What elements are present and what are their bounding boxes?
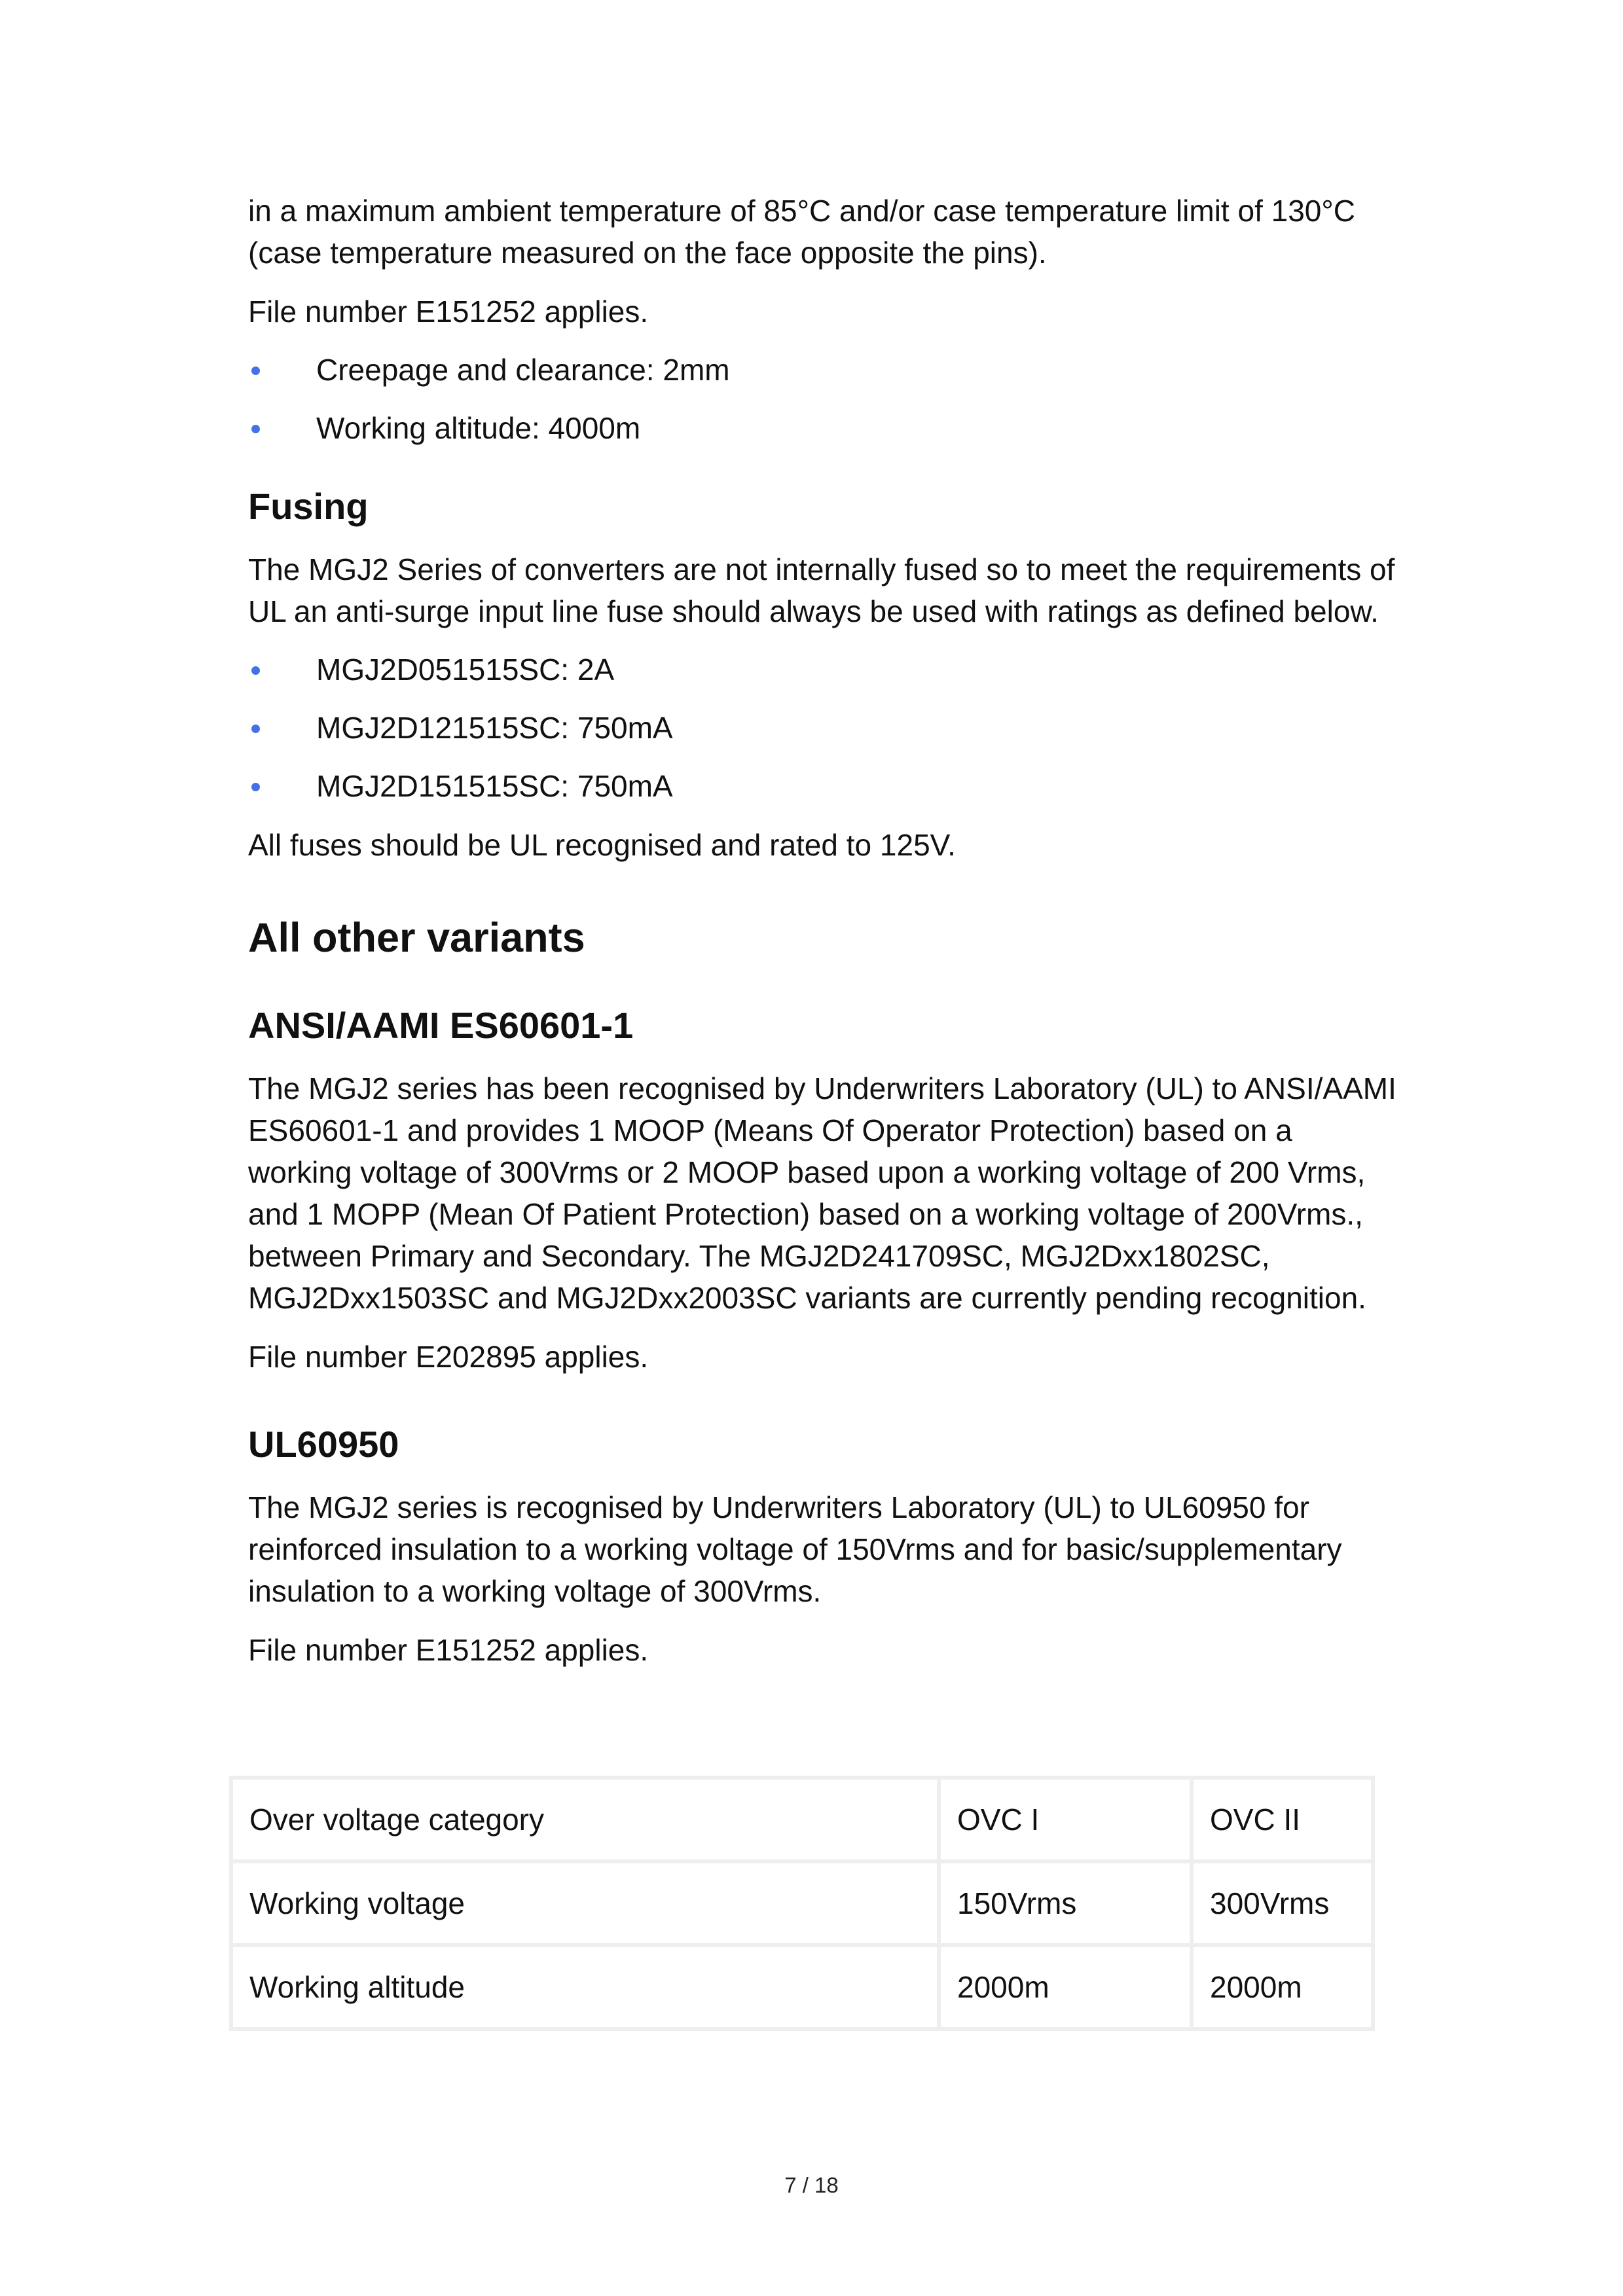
intro-file-number: File number E151252 applies. <box>248 295 649 329</box>
table-row <box>231 1945 1373 2029</box>
table-cell: OVC II <box>1192 1778 1373 1861</box>
ul60950-paragraph: The MGJ2 series is recognised by Underwriters Laboratory (UL) to UL60950 for reinforced insulation to a working voltage of 150Vrms and for basic/supplementary insulation to a working voltage of 300Vrms. <box>248 1490 1342 1608</box>
fusing-heading: Fusing <box>248 486 369 527</box>
table-row <box>231 1861 1373 1945</box>
page-number: 7 / 18 <box>784 2173 839 2197</box>
bullet-icon <box>251 783 260 791</box>
bullet-icon <box>251 725 260 733</box>
ansi-heading: ANSI/AAMI ES60601-1 <box>248 1005 634 1046</box>
bullet-icon <box>251 367 260 375</box>
other-variants-heading: All other variants <box>248 915 585 961</box>
table-cell: OVC I <box>939 1778 1192 1861</box>
intro-bullet-list <box>248 349 1400 449</box>
table-row <box>231 1778 1373 1861</box>
ul60950-heading: UL60950 <box>248 1424 399 1465</box>
table-cell: Over voltage category <box>231 1778 939 1861</box>
bullet-icon <box>251 425 260 433</box>
fusing-paragraph: The MGJ2 Series of converters are not internally fused so to meet the requirements of UL an anti-surge input line fuse should always be used with ratings as defined below. <box>248 552 1395 628</box>
list-item: MGJ2D051515SC: 2A <box>248 649 1400 691</box>
document-body <box>248 190 1400 1671</box>
ul60950-spec-table <box>229 1776 1375 2031</box>
list-item: MGJ2D121515SC: 750mA <box>248 707 1400 749</box>
table-cell: 2000m <box>939 1945 1192 2029</box>
ansi-file-number: File number E202895 applies. <box>248 1340 649 1374</box>
table-cell: 2000m <box>1192 1945 1373 2029</box>
intro-paragraph: in a maximum ambient temperature of 85°C and/or case temperature limit of 130°C (case temperature measured on the face opposite the pins). <box>248 194 1355 270</box>
table-cell: 300Vrms <box>1192 1861 1373 1945</box>
ansi-paragraph: The MGJ2 series has been recognised by Underwriters Laboratory (UL) to ANSI/AAMI ES60601-1 and provides 1 MOOP (Means Of Operator Protection) based on a working voltage of 300Vrms or 2 MOOP based upon a working voltage of 200 Vrms, and 1 MOPP (Mean Of Patient Protection) based on a working voltage of 200Vrms., between Primary and Secondary. The MGJ2D241709SC, MGJ2Dxx1802SC, MGJ2Dxx1503SC and MGJ2Dxx2003SC variants are currently pending recognition. <box>248 1071 1396 1315</box>
fusing-note: All fuses should be UL recognised and rated to 125V. <box>248 828 956 862</box>
list-item: Working altitude: 4000m <box>248 407 1400 449</box>
bullet-icon <box>251 666 260 675</box>
table-cell: Working altitude <box>231 1945 939 2029</box>
fusing-bullet-list <box>248 649 1400 807</box>
list-item: MGJ2D151515SC: 750mA <box>248 765 1400 807</box>
table-cell: 150Vrms <box>939 1861 1192 1945</box>
list-item: Creepage and clearance: 2mm <box>248 349 1400 391</box>
ul60950-file-number: File number E151252 applies. <box>248 1633 649 1667</box>
table-cell: Working voltage <box>231 1861 939 1945</box>
